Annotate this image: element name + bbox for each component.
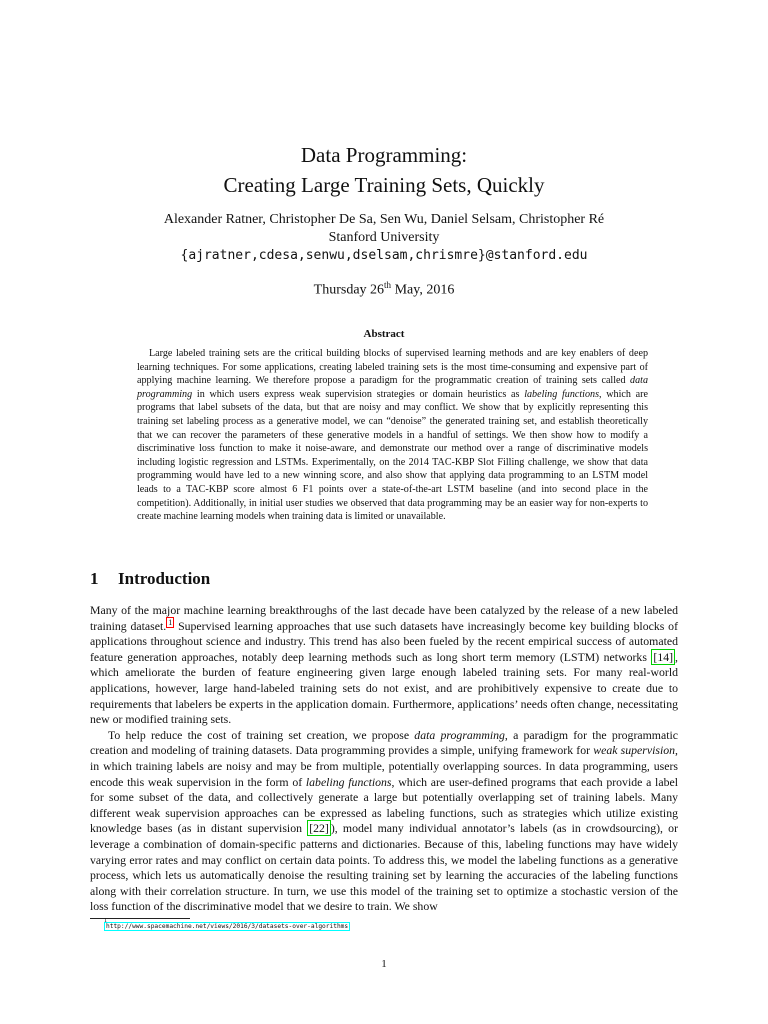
footnote <box>104 922 350 930</box>
title-line-2: Creating Large Training Sets, Quickly <box>223 173 545 197</box>
author-list: Alexander Ratner, Christopher De Sa, Sen Wu, Daniel Selsam, Christopher Ré <box>163 212 605 227</box>
affiliation: Stanford University <box>328 230 440 245</box>
paper-title <box>0 140 768 200</box>
author-block <box>0 211 768 265</box>
p1-text-a: Many of the major machine learning breakthroughs of the last decade have been catalyzed by the release of a new labeled training dataset. <box>90 603 678 633</box>
term-weak-supervision: weak supervision <box>593 743 676 758</box>
p1-text-b: Supervised learning approaches that use such datasets have increasingly become key building blocks of applications throughout science and industry. This trend has also been fueled by the recent empirical success of automated feature generation approaches, notably deep learning methods such as long short term memory (LSTM) networks <box>90 618 678 664</box>
p1-text-c: , which ameliorate the burden of feature engineering given large enough labeled training sets. For many real-world applications, however, large hand-labeled training sets do not exist, and are prohibitively expensive to create due to requirements that labelers be experts in the application domain. Furthermore, applications’ needs often change, necessitating new or modified training sets. <box>90 649 678 727</box>
citation-link-14[interactable]: [14] <box>653 649 674 664</box>
paragraph-2 <box>90 728 678 915</box>
p2-text-b: , a paradigm for the programmatic creation and modeling of training datasets. Data programming provides a simple, unifying framework for <box>90 727 678 758</box>
p2-text-d: , which are user-defined programs that each provide a label for some subset of the data, and collectively generate a large but potentially overlapping set of training labels. Many different weak supervision approaches can be expressed as labeling functions, such as strategies which utilize existing knowledge bases (as in distant supervision <box>90 774 678 836</box>
abstract-heading: Abstract <box>363 328 405 340</box>
p2-text-a: To help reduce the cost of training set creation, we propose <box>108 727 415 742</box>
author-emails: {ajratner,cdesa,senwu,dselsam,chrismre}@stanford.edu <box>180 248 588 263</box>
section-title: Introduction <box>118 569 211 588</box>
section-number: 1 <box>90 569 99 588</box>
footnote-ref-link[interactable]: 1 <box>168 617 173 627</box>
publication-date <box>0 280 768 299</box>
abstract-text: Large labeled training sets are the critical building blocks of supervised learning methods and are key enablers of deep learning techniques. For some applications, creating labeled training sets is the most time-consuming and expensive part of applying machine learning. We therefore propose a paradigm for the programmatic creation of training sets called data programming in which users express weak supervision strategies or domain heuristics as labeling functions, which are programs that label subsets of the data, but that are noisy and may conflict. We show that by explicitly representing this training set labeling process as a generative model, we can “denoise” the generated training set, and establish theoretically that we can recover the parameters of these generative models in a handful of settings. We then show how to modify a discriminative loss function to make it noise-aware, and demonstrate our method over a range of discriminative models including logistic regression and LSTMs. Experimentally, on the 2014 TAC-KBP Slot Filling challenge, we show that data programming would have led to a new winning score, and also show that applying data programming to an LSTM model leads to a TAC-KBP score almost 6 F1 points over a state-of-the-art LSTM baseline (and into second place in the competition). Additionally, in initial user studies we observed that data programming may be an easier way for non-experts to create machine learning models when training data is limited or unavailable. <box>137 348 648 523</box>
citation-link-22[interactable]: [22] <box>309 821 329 836</box>
title-line-1: Data Programming: <box>300 143 468 167</box>
footnote-mark: 1 <box>104 918 107 924</box>
section-heading <box>90 569 210 589</box>
paragraph-1 <box>90 603 678 728</box>
body-text <box>90 603 678 915</box>
date-suffix: May, 2016 <box>391 282 455 298</box>
footnote-url-link[interactable]: http://www.spacemachine.net/views/2016/3/datasets-over-algorithms <box>106 923 349 930</box>
date-prefix: Thursday 26 <box>313 282 385 298</box>
term-data-programming: data programming <box>414 727 505 742</box>
page-number: 1 <box>381 958 387 970</box>
p2-text-c: , in which training labels are noisy and may be from multiple, potentially overlapping sources. In data programming, users encode this weak supervision in the form of <box>90 743 678 789</box>
date-ordinal: th <box>384 280 392 290</box>
term-labeling-functions: labeling functions <box>305 774 392 789</box>
p2-text-e: ), model many individual annotator’s labels (as in crowdsourcing), or leverage a combination of domain-specific patterns and dictionaries. Because of this, labeling functions may have widely varying error rates and may conflict on certain data points. To address this, we model the labeling functions as a generative process, which lets us automatically denoise the resulting training set by learning the accuracies of the labeling functions along with their correlation structure. In turn, we use this model of the training set to optimize a stochastic version of the loss function of the discriminative model that we desire to train. We show <box>90 821 678 914</box>
